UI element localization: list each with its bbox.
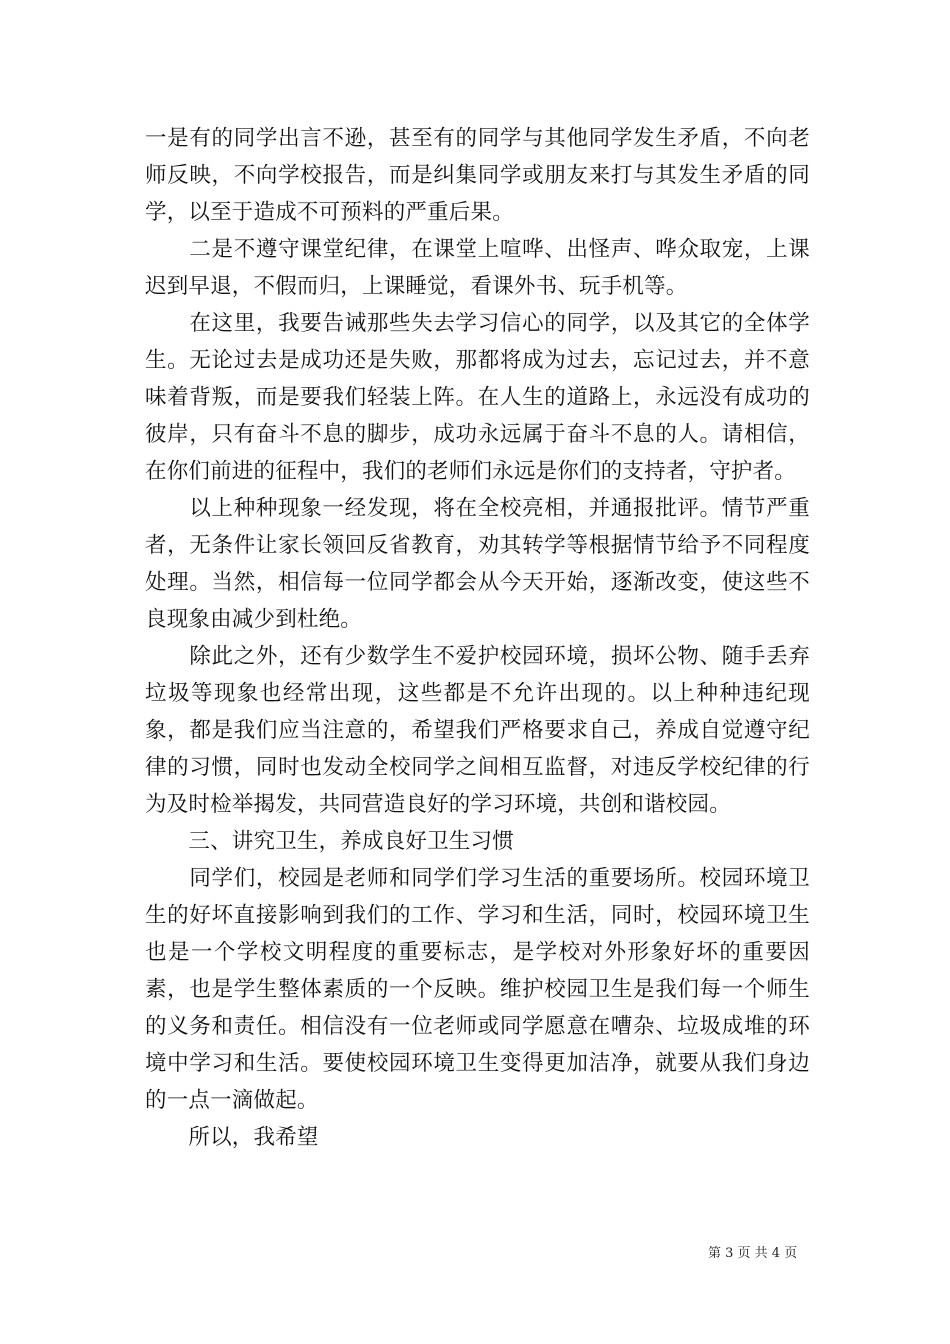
- paragraph: 除此之外，还有少数学生不爱护校园环境，损坏公物、随手丢弃垃圾等现象也经常出现，这些都是不允许出现的。以上种种违纪现象，都是我们应当注意的，希望我们严格要求自己，养成自觉遵守纪律的习惯，同时也发动全校同学之间相互监督，对违反学校纪律的行为及时检举揭发，共同营造良好的学习环境，共创和谐校园。: [145, 644, 810, 817]
- paragraph: 所以，我希望: [145, 1125, 319, 1150]
- paragraph: 以上种种现象一经发现，将在全校亮相，并通报批评。情节严重者，无条件让家长领回反省教育，劝其转学等根据情节给予不同程度处理。当然，相信每一位同学都会从今天开始，逐渐改变，使这些不良现象由减少到杜绝。: [145, 496, 810, 632]
- page-number-footer: 第 3 页 共 4 页: [708, 1246, 798, 1261]
- document-body: [145, 120, 810, 1156]
- section-heading: 三、讲究卫生，养成良好卫生习惯: [145, 829, 514, 854]
- paragraph: 一是有的同学出言不逊，甚至有的同学与其他同学发生矛盾，不向老师反映，不向学校报告，而是纠集同学或朋友来打与其发生矛盾的同学，以至于造成不可预料的严重后果。: [145, 126, 810, 225]
- paragraph: 二是不遵守课堂纪律，在课堂上喧哗、出怪声、哗众取宠，上课迟到早退，不假而归，上课睡觉，看课外书、玩手机等。: [145, 237, 810, 299]
- paragraph: 在这里，我要告诫那些失去学习信心的同学，以及其它的全体学生。无论过去是成功还是失败，那都将成为过去，忘记过去，并不意味着背叛，而是要我们轻装上阵。在人生的道路上，永远没有成功的彼岸，只有奋斗不息的脚步，成功永远属于奋斗不息的人。请相信，在你们前进的征程中，我们的老师们永远是你们的支持者，守护者。: [145, 311, 810, 484]
- paragraph: 同学们，校园是老师和同学们学习生活的重要场所。校园环境卫生的好坏直接影响到我们的工作、学习和生活，同时，校园环境卫生也是一个学校文明程度的重要标志，是学校对外形象好坏的重要因素，也是学生整体素质的一个反映。维护校园卫生是我们每一个师生的义务和责任。相信没有一位老师或同学愿意在嘈杂、垃圾成堆的环境中学习和生活。要使校园环境卫生变得更加洁净，就要从我们身边的一点一滴做起。: [145, 866, 810, 1113]
